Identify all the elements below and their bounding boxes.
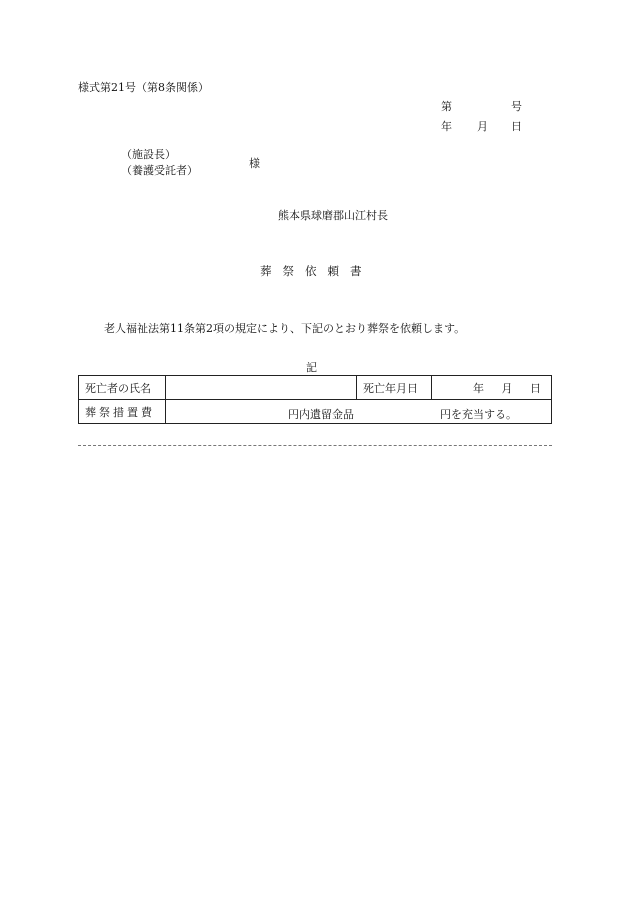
addressee-caretaker: （養護受託者） [121,164,198,177]
table-row [79,400,552,424]
funeral-record-table [78,375,552,424]
cut-line-divider [78,445,552,446]
death-date-label: 死亡年月日 [357,376,432,400]
expense-text-apply: 円を充当する。 [440,408,517,421]
deceased-name-field[interactable] [166,376,357,400]
addressee-honorific: 様 [249,157,260,170]
table-row [79,376,552,400]
form-number: 様式第21号（第8条関係） [78,81,209,94]
document-number-suffix: 号 [511,100,522,113]
date-day-label: 日 [511,120,522,133]
request-body-text: 老人福祉法第11条第2項の規定により、下記のとおり葬祭を依頼します。 [104,322,466,335]
date-year-label: 年 [441,120,452,133]
addressee-facility-head: （施設長） [121,148,176,161]
funeral-expense-field[interactable] [166,400,552,424]
expense-text-estate: 円内遺留金品 [288,408,354,421]
deceased-name-label: 死亡者の氏名 [79,376,166,400]
issuer-name: 熊本県球磨郡山江村長 [278,209,388,222]
death-date-field[interactable]: 年 月 日 [432,376,552,400]
funeral-expense-label: 葬祭措置費 [79,400,166,424]
document-number-label: 第 [441,100,452,113]
ki-heading: 記 [306,361,317,374]
document-title: 葬祭依頼書 [260,264,373,278]
date-month-label: 月 [477,120,488,133]
